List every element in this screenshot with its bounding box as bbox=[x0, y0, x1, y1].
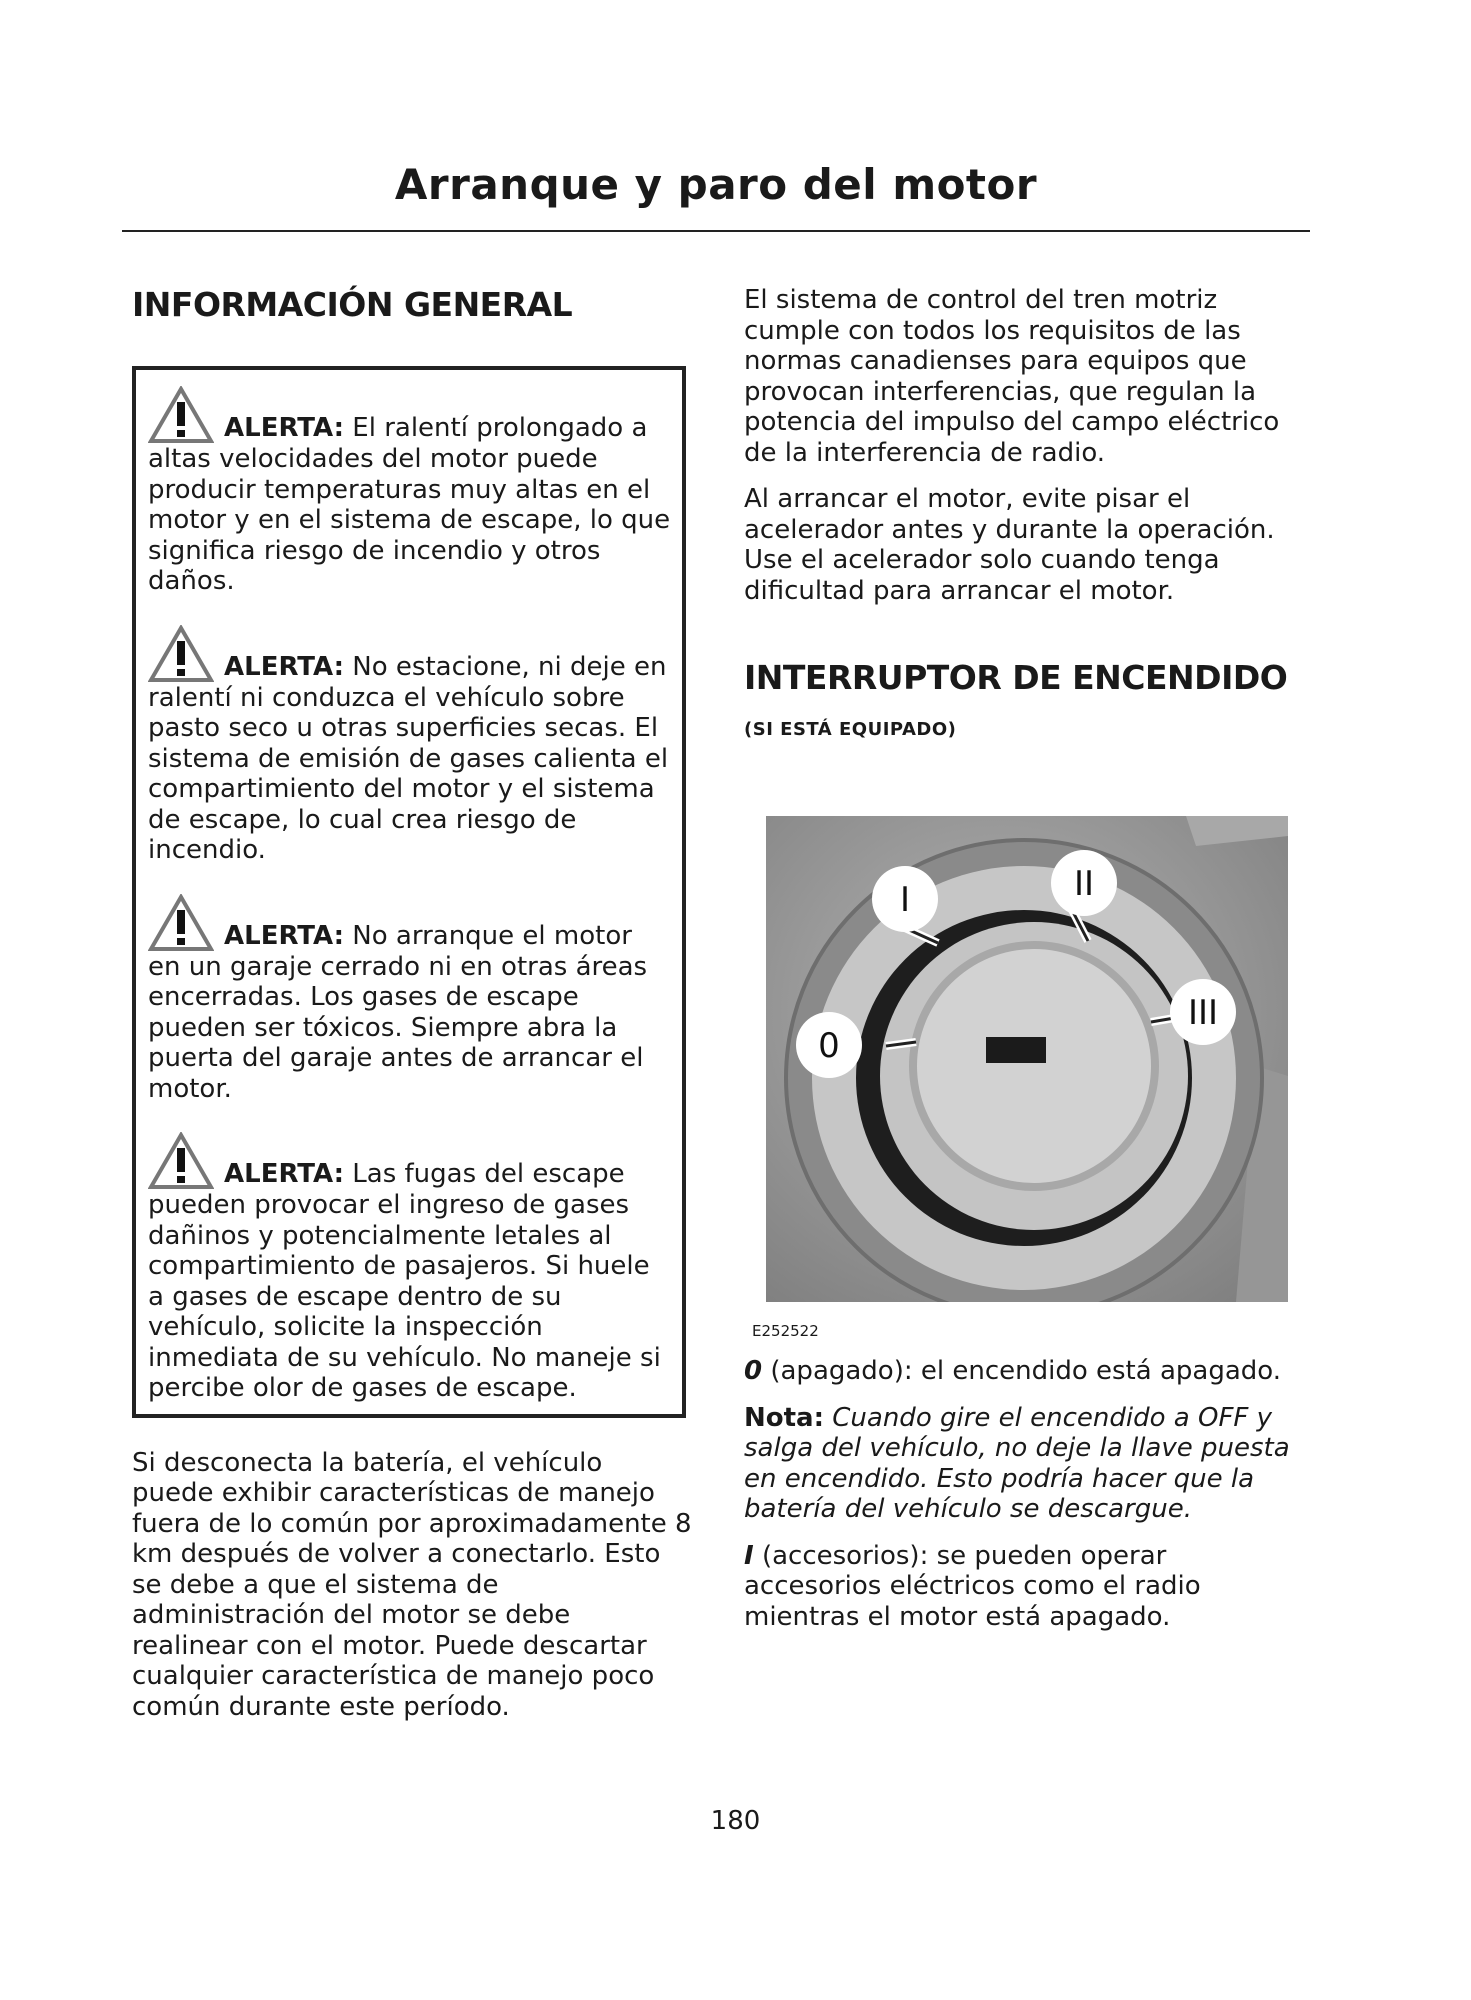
item-off-key: 0 bbox=[744, 1356, 763, 1386]
alert-text: No estacione, ni deje en ralentí ni conduzca el vehículo sobre pasto seco u otras superficies secas. El sistema de emisión de gases calienta el compartimiento del motor y el sistema de escape, lo cual crea riesgo de incendio. bbox=[148, 651, 669, 865]
warning-triangle-icon bbox=[148, 1132, 214, 1190]
alert-label: ALERTA: bbox=[224, 1159, 345, 1189]
item-accessories bbox=[744, 1541, 1304, 1633]
ignition-switch-figure bbox=[766, 816, 1288, 1302]
warning-triangle-icon bbox=[148, 894, 214, 952]
alert-text: Las fugas del escape pueden provocar el ingreso de gases dañinos y potencialmente letales al compartimiento de pasajeros. Si huele a gases de escape dentro de su vehículo, solicite la inspección inmediata de su vehículo. No maneje si percibe olor de gases de escape. bbox=[148, 1159, 661, 1403]
alert-label: ALERTA: bbox=[224, 920, 345, 951]
warning-alert bbox=[148, 386, 672, 597]
header-divider bbox=[122, 230, 1310, 232]
accelerator-paragraph: Al arrancar el motor, evite pisar el acelerador antes y durante la operación. Use el acelerador solo cuando tenga dificultad para arrancar el motor. bbox=[744, 484, 1275, 606]
page-number: 180 bbox=[710, 1806, 761, 1836]
section-title-ignition-switch: INTERRUPTOR DE ENCENDIDO bbox=[744, 658, 1288, 697]
position-label-II: II bbox=[1073, 864, 1095, 904]
item-acc-text: (accesorios): se pueden operar accesorios eléctricos como el radio mientras el motor está apagado. bbox=[744, 1540, 1201, 1632]
note-text: Cuando gire el encendido a OFF y salga del vehículo, no deje la llave puesta en encendido. Esto podría hacer que la batería del vehículo se descargue. bbox=[744, 1402, 1290, 1524]
note-label: Nota: bbox=[744, 1402, 824, 1433]
warning-alert bbox=[148, 1132, 672, 1404]
warning-box bbox=[132, 366, 686, 1418]
item-off bbox=[744, 1356, 1304, 1387]
left-column bbox=[132, 285, 692, 1722]
section-title-general-info: INFORMACIÓN GENERAL bbox=[132, 285, 573, 324]
warning-triangle-icon bbox=[148, 386, 214, 444]
warning-alert bbox=[148, 625, 672, 866]
warning-triangle-icon bbox=[148, 625, 214, 683]
battery-paragraph: Si desconecta la batería, el vehículo puede exhibir características de manejo fuera de lo común por aproximadamente 8 km después de volver a conectarlo. Esto se debe a que el sistema de administración del motor se debe realinear con el motor. Puede descartar cualquier característica de manejo poco común durante este período. bbox=[132, 1447, 692, 1722]
alert-label: ALERTA: bbox=[224, 413, 345, 443]
page-title: Arranque y paro del motor bbox=[394, 160, 1038, 209]
position-label-III: III bbox=[1187, 993, 1219, 1033]
alert-text: No arranque el motor en un garaje cerrado ni en otras áreas encerradas. Los gases de escape pueden ser tóxicos. Siempre abra la puerta del garaje antes de arrancar el motor. bbox=[148, 920, 648, 1104]
right-column bbox=[744, 285, 1304, 1632]
alert-label: ALERTA: bbox=[224, 651, 345, 682]
warning-alert bbox=[148, 894, 672, 1105]
position-label-0: 0 bbox=[818, 1026, 840, 1066]
item-acc-key: I bbox=[744, 1540, 754, 1571]
item-off-text: (apagado): el encendido está apagado. bbox=[762, 1356, 1281, 1386]
note bbox=[744, 1403, 1304, 1525]
position-label-I: I bbox=[899, 880, 911, 920]
section-subtitle: (SI ESTÁ EQUIPADO) bbox=[744, 719, 957, 740]
powertrain-paragraph: El sistema de control del tren motriz cumple con todos los requisitos de las normas canadienses para equipos que provocan interferencias, que regulan la potencia del impulso del campo eléctrico de la interferencia de radio. bbox=[744, 285, 1280, 468]
alert-text: El ralentí prolongado a altas velocidades del motor puede producir temperaturas muy altas en el motor y en el sistema de escape, lo que significa riesgo de incendio y otros daños. bbox=[148, 413, 671, 596]
ignition-switch-illustration bbox=[766, 816, 1288, 1302]
figure-code: E252522 bbox=[752, 1322, 819, 1340]
